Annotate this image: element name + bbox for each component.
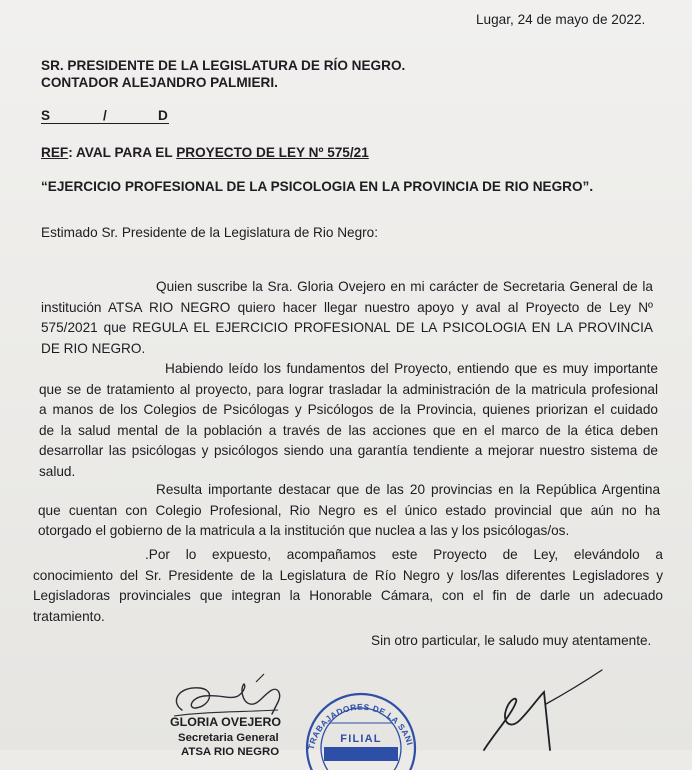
paragraph-1-line: DE RIO NEGRO. — [41, 340, 146, 356]
ref-line — [41, 143, 369, 163]
institution-stamp — [296, 682, 420, 770]
paragraph-2-line: Habiendo leído los fundamentos del Proyecto, entiendo que es muy importante — [165, 361, 658, 376]
paragraph-3-line: otorgado el gobierno de la matricula a la institución que nuclea a las y los psicólogas/os. — [38, 523, 570, 539]
paragraph-1 — [41, 277, 653, 359]
ref-project: PROYECTO DE LEY Nº 575/21 — [176, 145, 369, 160]
sd-d: D — [158, 108, 168, 123]
closing-line: Sin otro particular, le saludo muy atentamente. — [371, 633, 652, 648]
paragraph-1-line: 575/2021 que REGULA EL EJERCICIO PROFESIONAL DE LA PSICOLOGIA EN LA PROVINCIA — [41, 320, 653, 336]
ref-title: “EJERCICIO PROFESIONAL DE LA PSICOLOGIA EN LA PROVINCIA DE RIO NEGRO”. — [41, 179, 594, 194]
ref-middle: : AVAL PARA EL — [68, 145, 177, 160]
paragraph-2-line: a manos de los Colegios de Psicólogas y Psicólogos de la Provincia, quienes priorizan el cuidado — [39, 402, 658, 418]
paragraph-3-line: que cuentan con Colegio Profesional, Rio Negro es el único estado provincial que aún no ha — [38, 502, 660, 518]
paragraph-2-line: que se de tratamiento al proyecto, para lograr trasladar la administración de la matricula profesional — [39, 381, 658, 397]
sd-slash: / — [103, 108, 107, 123]
paragraph-3 — [38, 480, 660, 542]
addressee-line-2: CONTADOR ALEJANDRO PALMIERI. — [41, 75, 278, 90]
paragraph-4 — [33, 545, 663, 627]
sd-s: S — [41, 108, 51, 123]
paragraph-4-line: tratamiento. — [33, 608, 105, 624]
stamp-ring-text: DE TRABAJADORES DE LA SANIDAD — [296, 682, 416, 751]
salutation: Estimado Sr. Presidente de la Legislatura de Rio Negro: — [41, 225, 379, 240]
signature-name: GLORIA OVEJERO — [170, 715, 282, 729]
signature-org: ATSA RIO NEGRO — [181, 746, 280, 758]
signature-role: Secretaria General — [178, 732, 279, 744]
sd-underline — [41, 123, 169, 124]
date-line: Lugar, 24 de mayo de 2022. — [476, 12, 646, 27]
ref-label: REF — [41, 145, 69, 160]
paragraph-4-line: .Por lo expuesto, acompañamos este Proyecto de Ley, elevándolo a — [145, 547, 663, 562]
paragraph-1-line: institución ATSA RIO NEGRO quiero hacer llegar nuestro apoyo y aval al Proyecto de Ley Nº — [41, 299, 653, 315]
paragraph-2 — [39, 359, 658, 483]
paragraph-2-line: de la salud mental de la población a través de las acciones que en el marco de la ética deben — [39, 422, 658, 438]
paragraph-2-line: desarrollar las psicólogas y psicólogos siendo una garantía tendiente a mejorar nuestro sistema de — [39, 443, 658, 459]
paragraph-1-line: Quien suscribe la Sra. Gloria Ovejero en mi carácter de Secretaria General de la — [156, 279, 653, 294]
paragraph-2-line: salud. — [39, 463, 76, 479]
second-signature — [454, 664, 614, 754]
addressee-line-1: SR. PRESIDENTE DE LA LEGISLATURA DE RÍO NEGRO. — [41, 58, 406, 73]
stamp-center-text: FILIAL — [340, 733, 382, 745]
paragraph-4-line: conocimiento del Sr. Presidente de la Legislatura de Río Negro y los/las diferentes Legisladores y — [33, 567, 663, 583]
paragraph-4-line: Legisladoras provinciales que integran la Honorable Cámara, con el fin de darle un adecuado — [33, 588, 663, 604]
paragraph-3-line: Resulta importante destacar que de las 20 provincias en la República Argentina — [156, 482, 660, 497]
